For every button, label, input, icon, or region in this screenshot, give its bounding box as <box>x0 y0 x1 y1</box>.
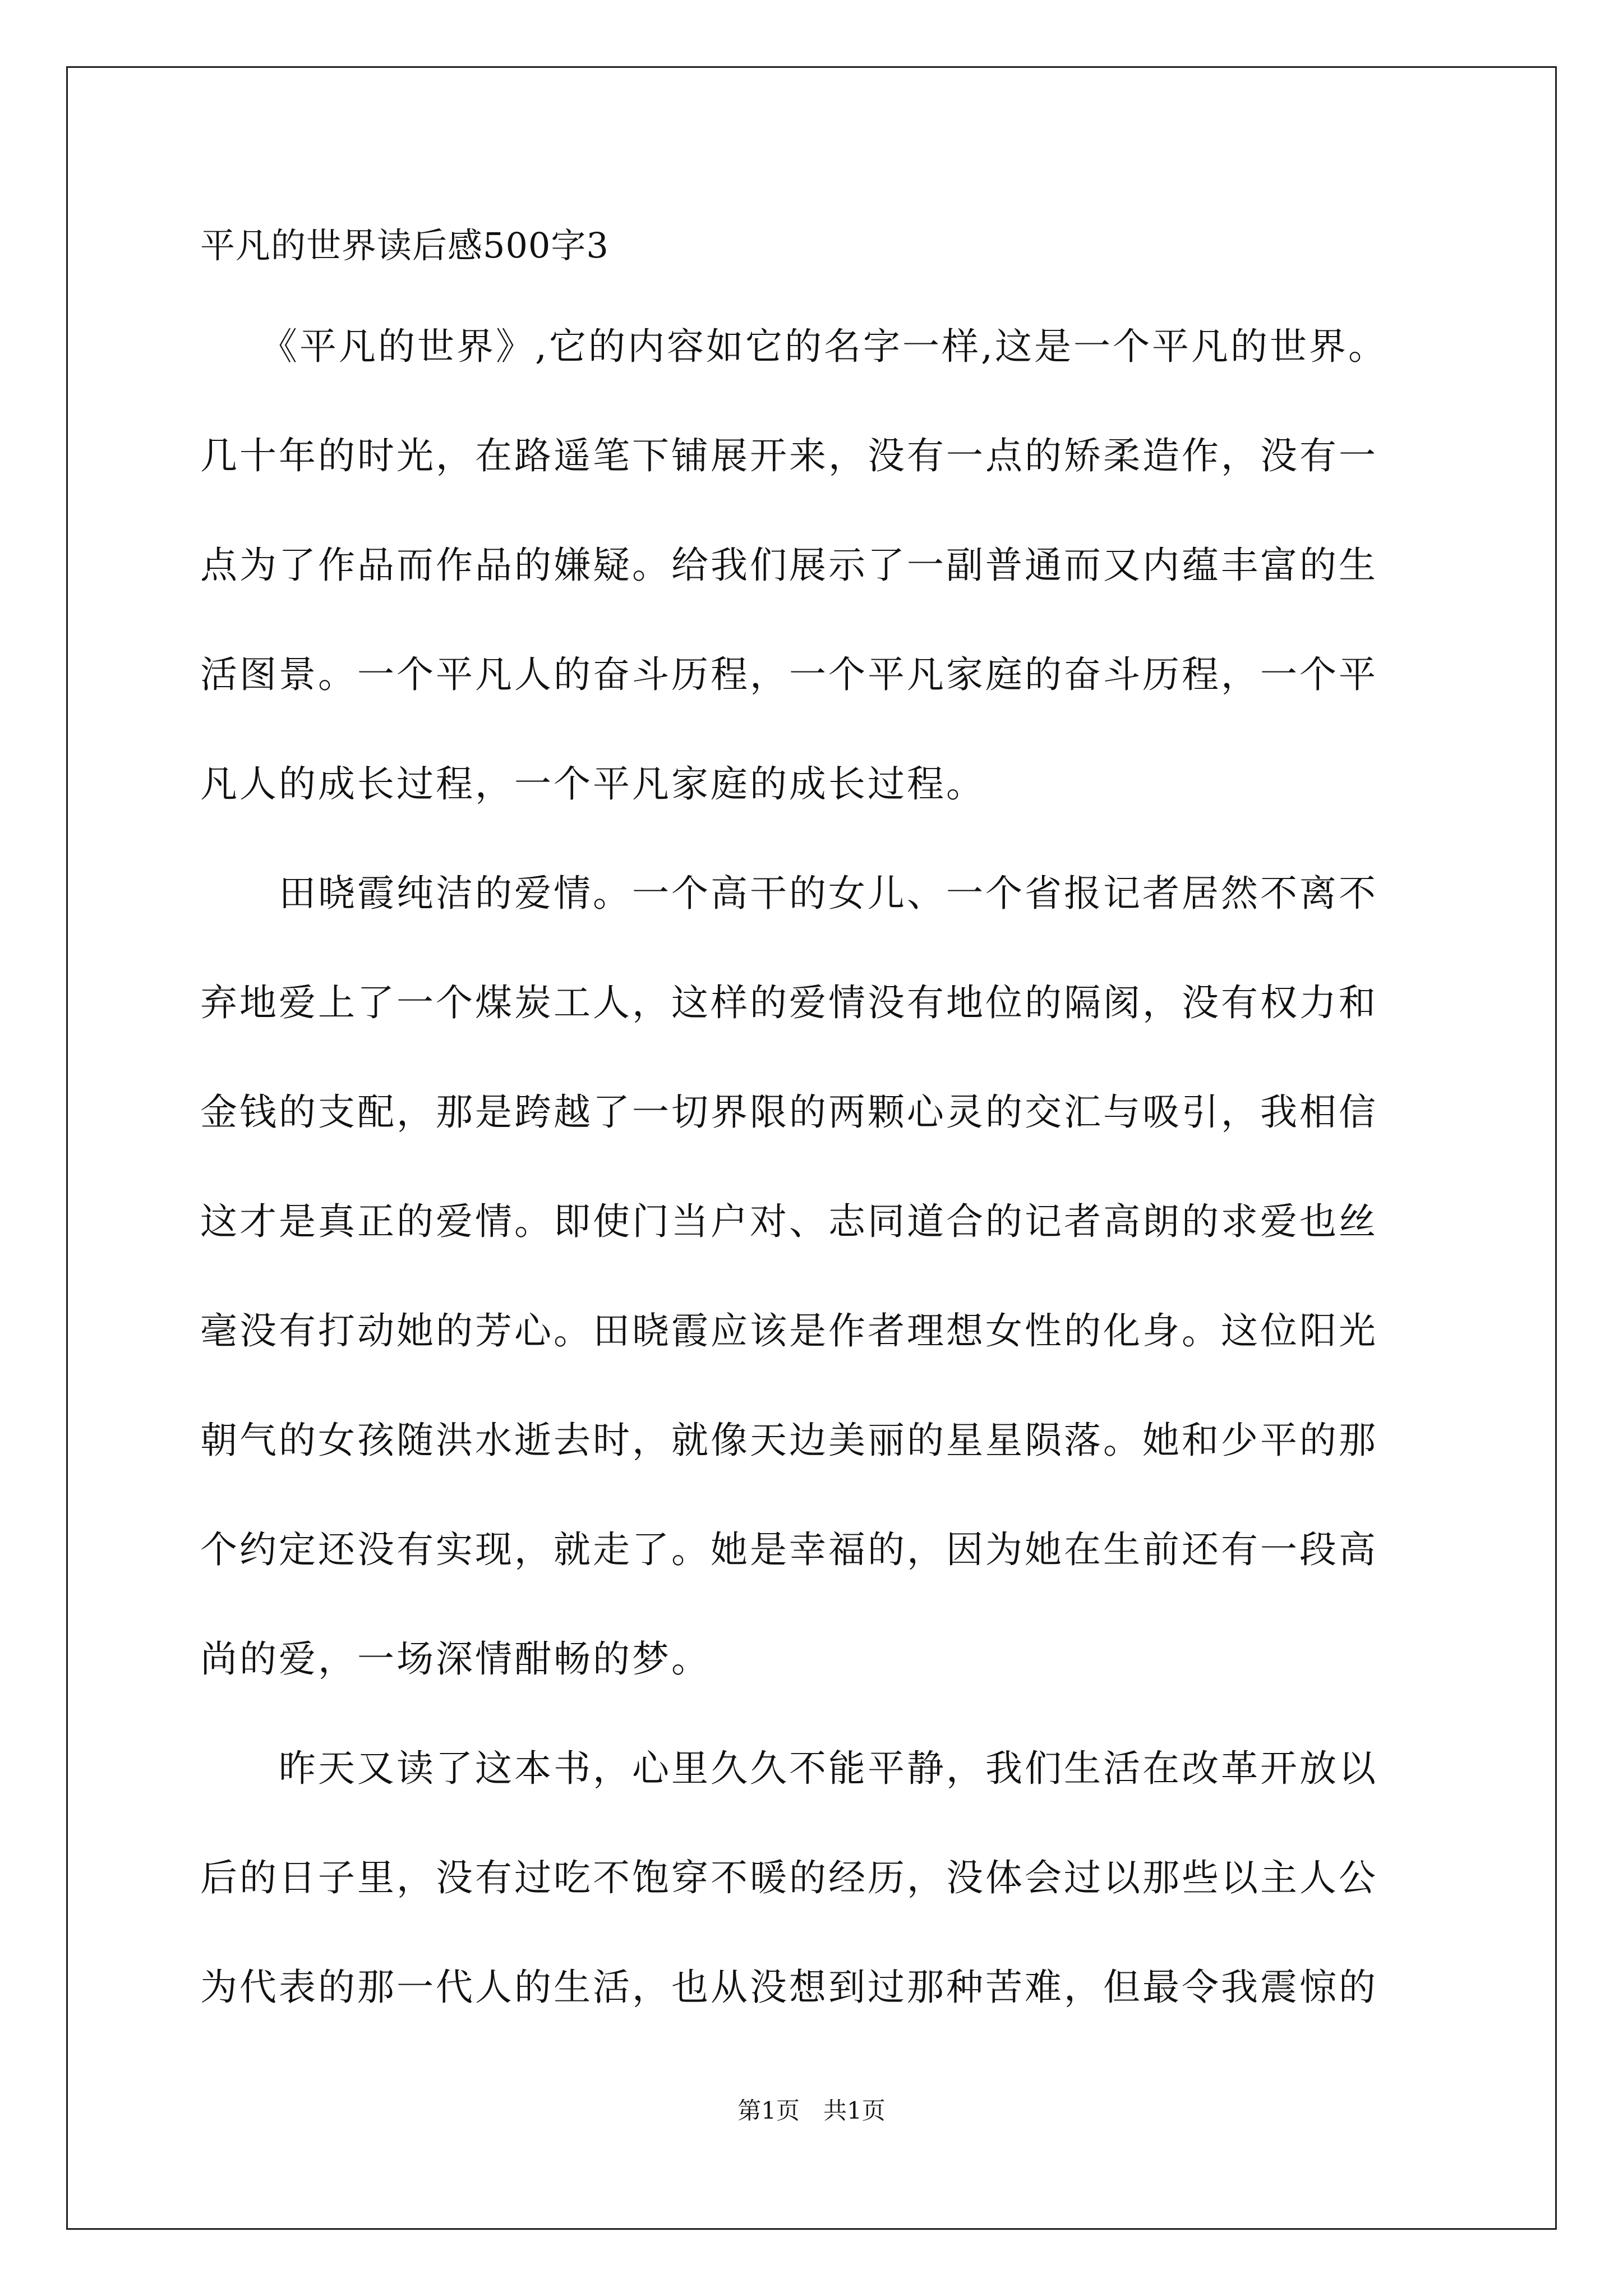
page-border <box>66 66 1557 2230</box>
body-line-5: 凡人的成长过程，一个平凡家庭的成长过程。 <box>200 762 985 806</box>
body-line-6: 田晓霞纯洁的爱情。一个高干的女儿、一个省报记者居然不离不 <box>200 872 1378 915</box>
body-line-10: 毫没有打动她的芳心。田晓霞应该是作者理想女性的化身。这位阳光 <box>200 1309 1378 1352</box>
body-line-13: 尚的爱，一场深情酣畅的梦。 <box>200 1637 711 1681</box>
body-line-2: 几十年的时光，在路遥笔下铺展开来，没有一点的矫柔造作，没有一 <box>200 434 1378 477</box>
body-line-14: 昨天又读了这本书，心里久久不能平静，我们生活在改革开放以 <box>200 1747 1378 1790</box>
body-line-1: 《平凡的世界》,它的内容如它的名字一样,这是一个平凡的世界。 <box>200 325 1387 368</box>
body-line-8: 金钱的支配，那是跨越了一切界限的两颗心灵的交汇与吸引，我相信 <box>200 1091 1378 1134</box>
body-line-4: 活图景。一个平凡人的奋斗历程，一个平凡家庭的奋斗历程，一个平 <box>200 653 1378 696</box>
body-line-9: 这才是真正的爱情。即使门当户对、志同道合的记者高朗的求爱也丝 <box>200 1200 1378 1243</box>
body-line-16: 为代表的那一代人的生活，也从没想到过那种苦难，但最令我震惊的 <box>200 1966 1378 2009</box>
body-line-7: 弃地爱上了一个煤炭工人，这样的爱情没有地位的隔阂，没有权力和 <box>200 981 1378 1024</box>
body-line-3: 点为了作品而作品的嫌疑。给我们展示了一副普通而又内蕴丰富的生 <box>200 544 1378 587</box>
body-line-12: 个约定还没有实现，就走了。她是幸福的，因为她在生前还有一段高 <box>200 1528 1378 1571</box>
body-line-15: 后的日子里，没有过吃不饱穿不暖的经历，没体会过以那些以主人公 <box>200 1856 1378 1899</box>
body-line-11: 朝气的女孩随洪水逝去时，就像天边美丽的星星陨落。她和少平的那 <box>200 1419 1378 1462</box>
document-title: 平凡的世界读后感500字3 <box>200 225 609 266</box>
page-footer: 第1页 共1页 <box>737 2097 886 2124</box>
